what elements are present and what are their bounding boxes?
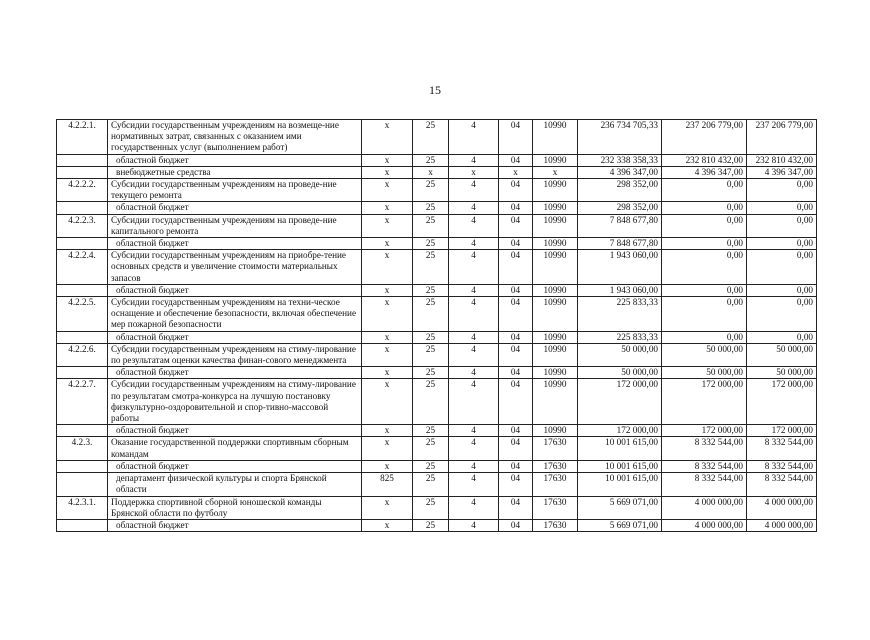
amount-year3-cell: 0,00 <box>747 250 817 285</box>
table-row <box>57 250 817 285</box>
col-grbs-cell: x <box>362 519 413 531</box>
amount-year3-cell: 237 206 779,00 <box>747 120 817 155</box>
col-program-cell: 25 <box>413 297 449 332</box>
amount-year2-cell: 0,00 <box>662 331 747 343</box>
row-name-cell: Субсидии государственным учреждениям на стиму-лирование по результатам оценки качества финан-сового менеджмента <box>108 343 362 366</box>
amount-year2-cell: 8 332 544,00 <box>662 473 747 496</box>
col-subprogram-cell: 4 <box>449 460 499 472</box>
amount-year3-cell: 0,00 <box>747 284 817 296</box>
row-name-cell: областной бюджет <box>108 460 362 472</box>
row-name-cell: Субсидии государственным учреждениям на возмеще-ние нормативных затрат, связанных с оказанием ими государственных услуг (выполнением работ) <box>108 120 362 155</box>
col-main-event-cell: 04 <box>499 154 533 166</box>
col-program-cell: 25 <box>413 250 449 285</box>
col-direction-cell: 17630 <box>533 496 578 519</box>
amount-year1-cell: 10 001 615,00 <box>578 460 662 472</box>
col-program-cell: 25 <box>413 238 449 250</box>
amount-year2-cell: 0,00 <box>662 297 747 332</box>
col-program-cell: 25 <box>413 367 449 379</box>
col-direction-cell: 17630 <box>533 473 578 496</box>
amount-year1-cell: 172 000,00 <box>578 379 662 425</box>
col-main-event-cell: 04 <box>499 496 533 519</box>
col-subprogram-cell: 4 <box>449 367 499 379</box>
col-main-event-cell: 04 <box>499 214 533 237</box>
col-subprogram-cell: x <box>449 166 499 178</box>
col-direction-cell: 17630 <box>533 460 578 472</box>
table-row <box>57 425 817 437</box>
col-grbs-cell: x <box>362 297 413 332</box>
amount-year2-cell: 172 000,00 <box>662 425 747 437</box>
amount-year1-cell: 10 001 615,00 <box>578 437 662 460</box>
col-program-cell: 25 <box>413 425 449 437</box>
amount-year2-cell: 8 332 544,00 <box>662 437 747 460</box>
col-program-cell: 25 <box>413 331 449 343</box>
amount-year2-cell: 172 000,00 <box>662 379 747 425</box>
page-number: 15 <box>429 83 441 97</box>
table-body <box>57 120 817 532</box>
col-subprogram-cell: 4 <box>449 238 499 250</box>
col-program-cell: 25 <box>413 343 449 366</box>
amount-year3-cell: 172 000,00 <box>747 425 817 437</box>
col-subprogram-cell: 4 <box>449 214 499 237</box>
row-name-cell: областной бюджет <box>108 202 362 214</box>
table-row <box>57 154 817 166</box>
col-grbs-cell: x <box>362 154 413 166</box>
col-direction-cell: 10990 <box>533 154 578 166</box>
col-grbs-cell: x <box>362 425 413 437</box>
amount-year2-cell: 0,00 <box>662 202 747 214</box>
col-direction-cell: 10990 <box>533 297 578 332</box>
col-grbs-cell: x <box>362 284 413 296</box>
amount-year2-cell: 4 000 000,00 <box>662 519 747 531</box>
row-name-cell: областной бюджет <box>108 425 362 437</box>
table-row <box>57 437 817 460</box>
col-program-cell: 25 <box>413 284 449 296</box>
col-main-event-cell: 04 <box>499 425 533 437</box>
col-main-event-cell: 04 <box>499 519 533 531</box>
row-code-cell <box>57 166 108 178</box>
col-main-event-cell: 04 <box>499 284 533 296</box>
col-main-event-cell: 04 <box>499 120 533 155</box>
col-program-cell: 25 <box>413 496 449 519</box>
amount-year2-cell: 0,00 <box>662 284 747 296</box>
col-direction-cell: 10990 <box>533 367 578 379</box>
col-subprogram-cell: 4 <box>449 120 499 155</box>
col-direction-cell: 17630 <box>533 437 578 460</box>
row-code-cell <box>57 367 108 379</box>
amount-year3-cell: 4 000 000,00 <box>747 519 817 531</box>
amount-year1-cell: 225 833,33 <box>578 297 662 332</box>
col-grbs-cell: x <box>362 179 413 202</box>
col-grbs-cell: x <box>362 120 413 155</box>
amount-year3-cell: 4 396 347,00 <box>747 166 817 178</box>
col-main-event-cell: 04 <box>499 250 533 285</box>
col-grbs-cell: 825 <box>362 473 413 496</box>
row-name-cell: Субсидии государственным учреждениям на техни-ческое оснащение и обеспечение безопасности, включая обеспечение мер пожарной безопасности <box>108 297 362 332</box>
col-grbs-cell: x <box>362 250 413 285</box>
col-program-cell: 25 <box>413 473 449 496</box>
amount-year3-cell: 0,00 <box>747 331 817 343</box>
table-row <box>57 202 817 214</box>
col-program-cell: x <box>413 166 449 178</box>
col-direction-cell: x <box>533 166 578 178</box>
amount-year2-cell: 4 396 347,00 <box>662 166 747 178</box>
row-code-cell <box>57 425 108 437</box>
col-program-cell: 25 <box>413 179 449 202</box>
row-code-cell <box>57 238 108 250</box>
row-name-cell: Субсидии государственным учреждениям на приобре-тение основных средств и увеличение стоимости материальных запасов <box>108 250 362 285</box>
row-name-cell: Оказание государственной поддержки спортивным сборным командам <box>108 437 362 460</box>
col-main-event-cell: 04 <box>499 202 533 214</box>
col-direction-cell: 10990 <box>533 214 578 237</box>
col-direction-cell: 17630 <box>533 519 578 531</box>
table-row <box>57 179 817 202</box>
col-main-event-cell: x <box>499 166 533 178</box>
row-code-cell: 4.2.3. <box>57 437 108 460</box>
row-code-cell <box>57 473 108 496</box>
amount-year2-cell: 50 000,00 <box>662 343 747 366</box>
row-name-cell: департамент физической культуры и спорта Брянской области <box>108 473 362 496</box>
table-row <box>57 331 817 343</box>
table-row <box>57 460 817 472</box>
table-row <box>57 120 817 155</box>
col-direction-cell: 10990 <box>533 179 578 202</box>
amount-year1-cell: 10 001 615,00 <box>578 473 662 496</box>
col-subprogram-cell: 4 <box>449 437 499 460</box>
col-grbs-cell: x <box>362 202 413 214</box>
amount-year2-cell: 0,00 <box>662 179 747 202</box>
amount-year1-cell: 232 338 358,33 <box>578 154 662 166</box>
col-subprogram-cell: 4 <box>449 343 499 366</box>
table-row <box>57 284 817 296</box>
amount-year3-cell: 232 810 432,00 <box>747 154 817 166</box>
table-row <box>57 519 817 531</box>
row-code-cell: 4.2.2.6. <box>57 343 108 366</box>
col-main-event-cell: 04 <box>499 238 533 250</box>
amount-year1-cell: 7 848 677,80 <box>578 214 662 237</box>
row-name-cell: областной бюджет <box>108 284 362 296</box>
col-main-event-cell: 04 <box>499 367 533 379</box>
col-program-cell: 25 <box>413 460 449 472</box>
amount-year3-cell: 0,00 <box>747 179 817 202</box>
row-name-cell: внебюджетные средства <box>108 166 362 178</box>
col-main-event-cell: 04 <box>499 179 533 202</box>
col-grbs-cell: x <box>362 343 413 366</box>
table-row <box>57 297 817 332</box>
col-subprogram-cell: 4 <box>449 519 499 531</box>
amount-year1-cell: 1 943 060,00 <box>578 284 662 296</box>
amount-year1-cell: 7 848 677,80 <box>578 238 662 250</box>
table-row <box>57 238 817 250</box>
amount-year1-cell: 236 734 705,33 <box>578 120 662 155</box>
amount-year3-cell: 4 000 000,00 <box>747 496 817 519</box>
row-name-cell: областной бюджет <box>108 519 362 531</box>
col-main-event-cell: 04 <box>499 297 533 332</box>
row-code-cell: 4.2.3.1. <box>57 496 108 519</box>
amount-year1-cell: 4 396 347,00 <box>578 166 662 178</box>
col-main-event-cell: 04 <box>499 379 533 425</box>
col-program-cell: 25 <box>413 379 449 425</box>
amount-year3-cell: 0,00 <box>747 214 817 237</box>
amount-year3-cell: 8 332 544,00 <box>747 460 817 472</box>
row-name-cell: областной бюджет <box>108 367 362 379</box>
row-code-cell: 4.2.2.3. <box>57 214 108 237</box>
col-subprogram-cell: 4 <box>449 496 499 519</box>
row-code-cell: 4.2.2.4. <box>57 250 108 285</box>
amount-year2-cell: 0,00 <box>662 214 747 237</box>
col-direction-cell: 10990 <box>533 202 578 214</box>
col-direction-cell: 10990 <box>533 238 578 250</box>
row-name-cell: областной бюджет <box>108 238 362 250</box>
amount-year1-cell: 298 352,00 <box>578 202 662 214</box>
amount-year1-cell: 298 352,00 <box>578 179 662 202</box>
col-grbs-cell: x <box>362 367 413 379</box>
amount-year3-cell: 50 000,00 <box>747 343 817 366</box>
row-name-cell: областной бюджет <box>108 331 362 343</box>
col-program-cell: 25 <box>413 519 449 531</box>
amount-year3-cell: 0,00 <box>747 297 817 332</box>
table-row <box>57 214 817 237</box>
row-code-cell: 4.2.2.5. <box>57 297 108 332</box>
amount-year1-cell: 172 000,00 <box>578 425 662 437</box>
col-subprogram-cell: 4 <box>449 297 499 332</box>
col-main-event-cell: 04 <box>499 473 533 496</box>
row-name-cell: Субсидии государственным учреждениям на проведе-ние текущего ремонта <box>108 179 362 202</box>
amount-year3-cell: 0,00 <box>747 202 817 214</box>
row-code-cell: 4.2.2.1. <box>57 120 108 155</box>
table-row <box>57 166 817 178</box>
amount-year3-cell: 0,00 <box>747 238 817 250</box>
amount-year3-cell: 172 000,00 <box>747 379 817 425</box>
col-main-event-cell: 04 <box>499 343 533 366</box>
row-code-cell <box>57 460 108 472</box>
col-main-event-cell: 04 <box>499 460 533 472</box>
col-subprogram-cell: 4 <box>449 379 499 425</box>
col-subprogram-cell: 4 <box>449 284 499 296</box>
col-grbs-cell: x <box>362 166 413 178</box>
amount-year3-cell: 8 332 544,00 <box>747 473 817 496</box>
table-row <box>57 367 817 379</box>
row-code-cell: 4.2.2.2. <box>57 179 108 202</box>
table-row <box>57 496 817 519</box>
row-name-cell: областной бюджет <box>108 154 362 166</box>
col-direction-cell: 10990 <box>533 284 578 296</box>
row-code-cell <box>57 154 108 166</box>
col-grbs-cell: x <box>362 460 413 472</box>
col-program-cell: 25 <box>413 437 449 460</box>
col-main-event-cell: 04 <box>499 331 533 343</box>
col-program-cell: 25 <box>413 214 449 237</box>
col-direction-cell: 10990 <box>533 331 578 343</box>
row-code-cell <box>57 331 108 343</box>
amount-year2-cell: 0,00 <box>662 250 747 285</box>
row-code-cell <box>57 284 108 296</box>
col-direction-cell: 10990 <box>533 425 578 437</box>
col-grbs-cell: x <box>362 379 413 425</box>
amount-year1-cell: 50 000,00 <box>578 343 662 366</box>
amount-year1-cell: 50 000,00 <box>578 367 662 379</box>
col-subprogram-cell: 4 <box>449 250 499 285</box>
col-grbs-cell: x <box>362 331 413 343</box>
amount-year2-cell: 232 810 432,00 <box>662 154 747 166</box>
col-direction-cell: 10990 <box>533 343 578 366</box>
col-direction-cell: 10990 <box>533 379 578 425</box>
row-name-cell: Субсидии государственным учреждениям на проведе-ние капитального ремонта <box>108 214 362 237</box>
col-subprogram-cell: 4 <box>449 154 499 166</box>
col-grbs-cell: x <box>362 437 413 460</box>
col-grbs-cell: x <box>362 496 413 519</box>
col-grbs-cell: x <box>362 238 413 250</box>
amount-year2-cell: 50 000,00 <box>662 367 747 379</box>
amount-year2-cell: 4 000 000,00 <box>662 496 747 519</box>
col-direction-cell: 10990 <box>533 120 578 155</box>
col-program-cell: 25 <box>413 154 449 166</box>
table-row <box>57 379 817 425</box>
amount-year2-cell: 237 206 779,00 <box>662 120 747 155</box>
col-subprogram-cell: 4 <box>449 331 499 343</box>
amount-year3-cell: 50 000,00 <box>747 367 817 379</box>
col-subprogram-cell: 4 <box>449 473 499 496</box>
amount-year1-cell: 225 833,33 <box>578 331 662 343</box>
col-direction-cell: 10990 <box>533 250 578 285</box>
col-program-cell: 25 <box>413 120 449 155</box>
budget-table <box>56 119 817 532</box>
row-code-cell <box>57 519 108 531</box>
col-grbs-cell: x <box>362 214 413 237</box>
amount-year2-cell: 0,00 <box>662 238 747 250</box>
row-code-cell <box>57 202 108 214</box>
table-row <box>57 473 817 496</box>
amount-year2-cell: 8 332 544,00 <box>662 460 747 472</box>
col-subprogram-cell: 4 <box>449 202 499 214</box>
amount-year1-cell: 5 669 071,00 <box>578 519 662 531</box>
row-name-cell: Субсидии государственным учреждениям на стиму-лирование по результатам смотра-конкурса на лучшую постановку физкультурно-оздоровительной и спор-тивно-массовой работы <box>108 379 362 425</box>
amount-year1-cell: 5 669 071,00 <box>578 496 662 519</box>
amount-year1-cell: 1 943 060,00 <box>578 250 662 285</box>
col-main-event-cell: 04 <box>499 437 533 460</box>
col-subprogram-cell: 4 <box>449 425 499 437</box>
col-program-cell: 25 <box>413 202 449 214</box>
amount-year3-cell: 8 332 544,00 <box>747 437 817 460</box>
row-name-cell: Поддержка спортивной сборной юношеской команды Брянской области по футболу <box>108 496 362 519</box>
col-subprogram-cell: 4 <box>449 179 499 202</box>
row-code-cell: 4.2.2.7. <box>57 379 108 425</box>
table-row <box>57 343 817 366</box>
